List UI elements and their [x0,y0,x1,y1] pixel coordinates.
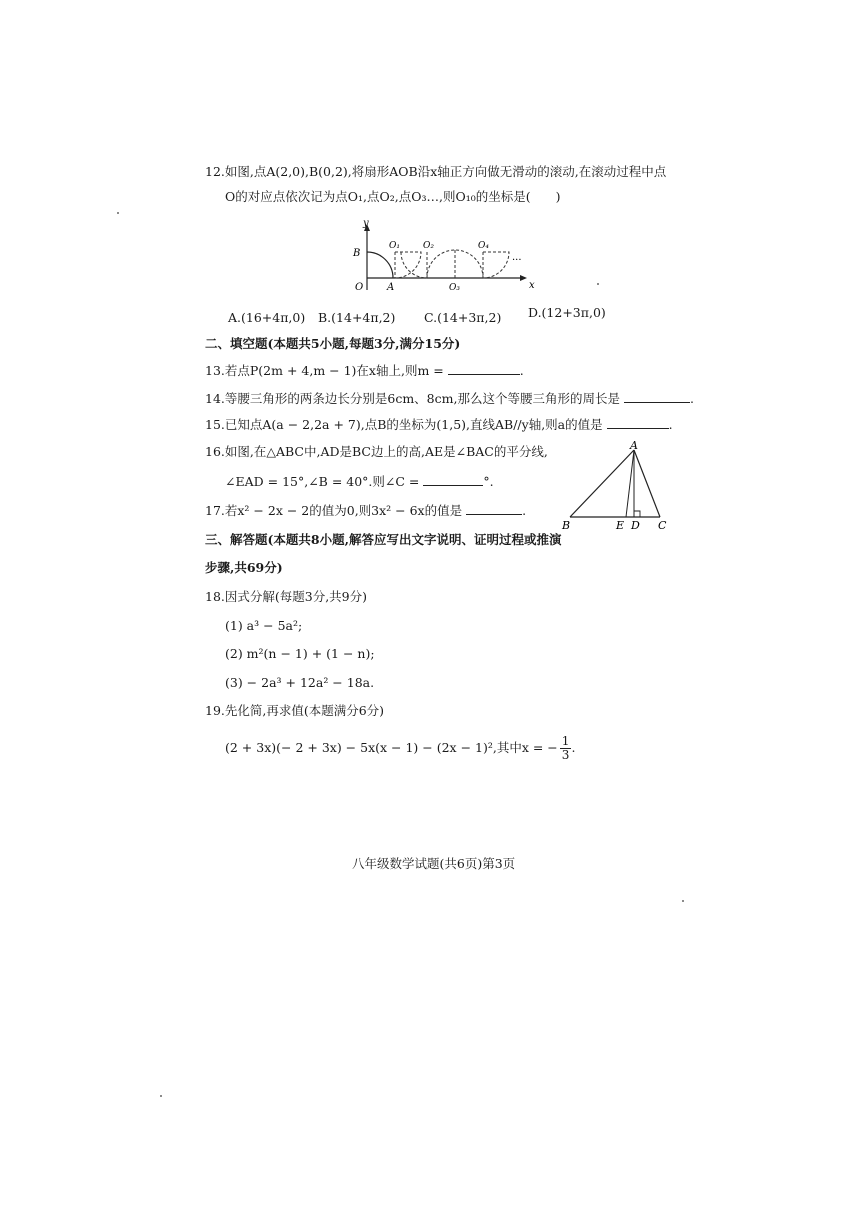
q19-frac-denominator: 3 [561,748,570,762]
q16-line1: 16.如图,在△ABC中,AD是BC边上的高,AE是∠BAC的平分线, [205,444,548,459]
q16-answer-blank [423,472,483,486]
q17-end: . [522,503,527,518]
q12-option-a: A.(16+4π,0) [228,310,306,325]
tri-label-d: D [631,519,640,532]
fig-label-y: y [363,218,369,229]
q15 [205,415,673,434]
tri-label-e: E [616,519,625,532]
fig-label-x: x [529,280,535,291]
scan-speck [597,283,599,285]
scan-speck [682,900,684,902]
q13-answer-blank [448,361,520,375]
q13 [205,361,524,380]
q15-answer-blank [607,415,669,429]
q17 [205,501,526,520]
q15-text: 15.已知点A(a − 2,2a + 7),点B的坐标为(1,5),直线AB//y轴,则a的值是 [205,417,603,432]
q14-answer-blank [624,389,690,403]
q12-line1: 12.如图,点A(2,0),B(0,2),将扇形AOB沿x轴正方向做无滑动的滚动,在滚动过程中点 [205,164,667,179]
fig-label-o4: O₄ [478,241,489,251]
q12-option-b: B.(14+4π,2) [318,310,396,325]
q13-end: . [519,363,524,378]
q14 [205,389,694,408]
scan-speck [117,212,119,214]
fig-label-o1: O₁ [389,241,400,251]
fig-label-o3: O₃ [449,283,460,293]
q12-option-c: C.(14+3π,2) [424,310,502,325]
fig-label-o: O [355,282,364,293]
q19-title: 19.先化简,再求值(本题满分6分) [205,703,385,718]
section-3-heading-line1: 三、解答题(本题共8小题,解答应写出文字说明、证明过程或推演 [205,532,562,547]
q19-expr-end: . [571,740,576,755]
tri-label-c: C [658,519,667,532]
fig-label-dots: ··· [512,255,522,266]
fig-label-a: A [387,282,395,293]
section-2-heading: 二、填空题(本题共5小题,每题3分,满分15分) [205,336,461,351]
q18-title: 18.因式分解(每题3分,共9分) [205,589,368,604]
q18-part1: (1) a³ − 5a²; [225,618,303,633]
q17-text: 17.若x² − 2x − 2的值为0,则3x² − 6x的值是 [205,503,463,518]
tri-label-b: B [562,519,571,532]
section-3-heading-line2: 步骤,共69分) [205,560,283,575]
q19-expression [225,735,575,762]
q14-end: . [689,391,694,406]
q16-end: °. [483,474,494,489]
q18-part3: (3) − 2a³ + 12a² − 18a. [225,675,375,690]
tri-label-a: A [630,440,638,452]
q19-expr-text: (2 + 3x)(− 2 + 3x) − 5x(x − 1) − (2x − 1)²,其中x = − [225,740,558,755]
q17-answer-blank [466,501,522,515]
rolling-sector-figure [345,218,545,298]
q15-end: . [668,417,673,432]
fig-label-b: B [353,248,361,259]
q16-line2 [225,472,494,491]
q19-fraction [560,735,572,762]
q14-text: 14.等腰三角形的两条边长分别是6cm、8cm,那么这个等腰三角形的周长是 [205,391,620,406]
q19-frac-numerator: 1 [561,734,570,748]
q16-text: ∠EAD = 15°,∠B = 40°.则∠C = [225,474,420,489]
q13-text: 13.若点P(2m + 4,m − 1)在x轴上,则m = [205,363,444,378]
q12-line2: O的对应点依次记为点O₁,点O₂,点O₃…,则O₁₀的坐标是( ) [225,189,561,204]
page-footer: 八年级数学试题(共6页)第3页 [352,856,516,871]
q18-part2: (2) m²(n − 1) + (1 − n); [225,646,375,661]
triangle-abc-figure [558,440,678,535]
scan-speck [160,1095,162,1097]
fig-label-o2: O₂ [423,241,434,251]
q12-option-d: D.(12+3π,0) [528,305,606,320]
